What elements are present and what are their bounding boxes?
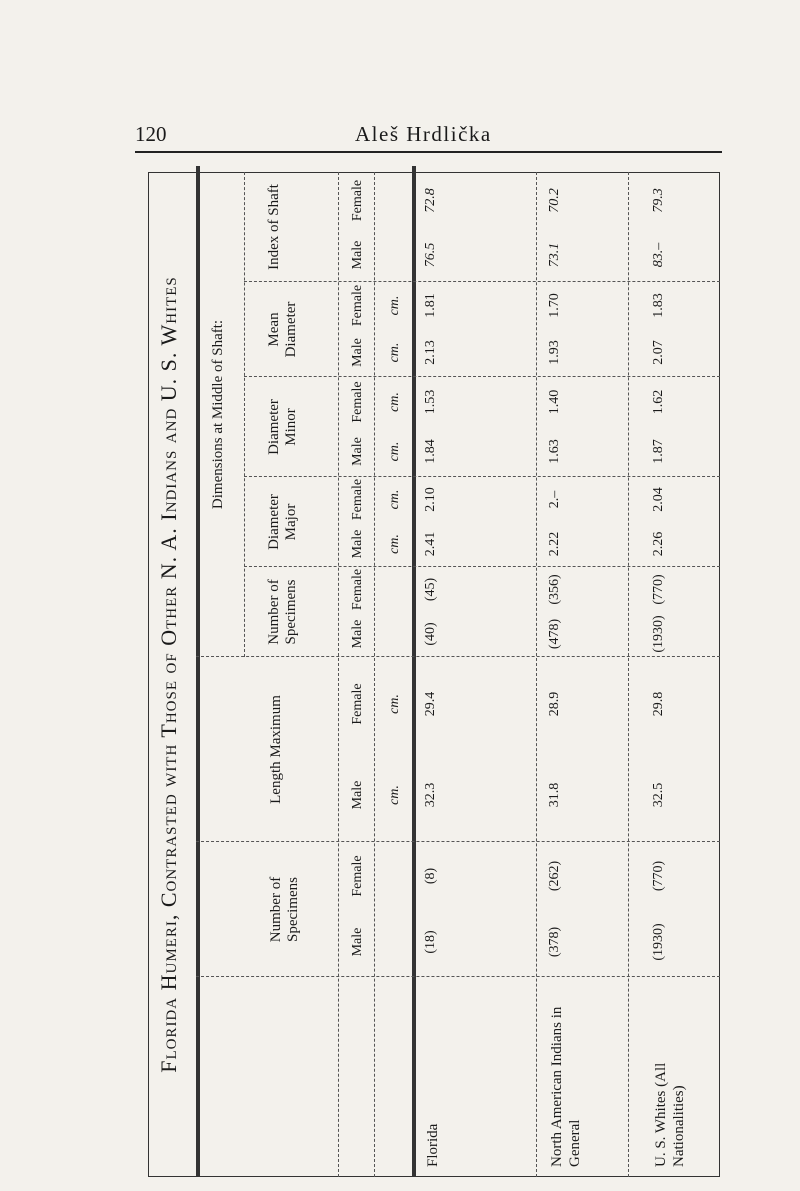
table-cell: (40) bbox=[423, 622, 438, 646]
sex-label-male: Male bbox=[350, 240, 365, 270]
unit-label: cm. bbox=[387, 534, 402, 554]
table-cell: 2.– bbox=[547, 490, 562, 509]
sex-label-female: Female bbox=[350, 855, 365, 897]
table-cell: 28.9 bbox=[547, 691, 562, 717]
unit-label: cm. bbox=[387, 392, 402, 412]
table-cell: 1.93 bbox=[547, 340, 562, 365]
header-length-maximum: Length Maximum bbox=[268, 695, 284, 804]
col-rule-diam-major bbox=[244, 476, 720, 477]
dims-group-rule bbox=[244, 172, 245, 657]
header-rule bbox=[135, 151, 722, 153]
sex-label-rule bbox=[374, 172, 375, 1177]
unit-label: cm. bbox=[387, 295, 402, 316]
table-cell: 2.07 bbox=[651, 340, 666, 365]
row-label-us-whites: U. S. Whites (All Nationalities) bbox=[653, 1062, 687, 1167]
sex-label-male: Male bbox=[350, 619, 365, 649]
sex-label-female: Female bbox=[350, 381, 365, 423]
table-caption: Florida Humeri, Contrasted with Those of Other N. A. Indians and U. S. Whites bbox=[156, 276, 181, 1073]
table-cell: (356) bbox=[547, 574, 562, 605]
table-cell: (1930) bbox=[651, 923, 666, 961]
page-number: 120 bbox=[135, 122, 167, 146]
col-rule-specimens bbox=[196, 841, 720, 842]
row-label-north-american-indians: North American Indians in General bbox=[549, 1006, 583, 1167]
unit-label: cm. bbox=[387, 489, 402, 510]
table-cell: (378) bbox=[547, 926, 562, 958]
table-cell: (770) bbox=[651, 860, 666, 892]
unit-label: cm. bbox=[387, 342, 402, 363]
header-group-rule bbox=[338, 172, 339, 1177]
header-number-of-specimens-2: Number of Specimens bbox=[266, 579, 300, 645]
unit-label: cm. bbox=[387, 785, 402, 805]
row-separator-2 bbox=[628, 172, 629, 1177]
sex-label-female: Female bbox=[350, 683, 365, 725]
table-cell: 70.2 bbox=[547, 188, 562, 213]
table-cell: 76.5 bbox=[423, 242, 438, 268]
header-mean-diameter: Mean Diameter bbox=[266, 301, 300, 358]
caption-rule bbox=[196, 166, 200, 1177]
unit-label: cm. bbox=[387, 694, 402, 714]
header-diameter-major: Diameter Major bbox=[266, 494, 300, 550]
table-cell: (18) bbox=[423, 930, 438, 954]
sex-label-female: Female bbox=[350, 179, 365, 222]
sex-label-male: Male bbox=[350, 780, 365, 810]
table-cell: 1.81 bbox=[423, 293, 438, 318]
table-cell: 83.– bbox=[651, 242, 666, 268]
row-separator-1 bbox=[536, 172, 537, 1177]
table-cell: 1.70 bbox=[547, 293, 562, 318]
table-cell: 73.1 bbox=[547, 242, 562, 268]
table-cell: (262) bbox=[547, 860, 562, 892]
sex-label-female: Female bbox=[350, 478, 365, 521]
running-head: Aleš Hrdlička bbox=[355, 122, 492, 146]
header-number-of-specimens: Number of Specimens bbox=[268, 876, 302, 943]
header-index-of-shaft: Index of Shaft bbox=[266, 184, 282, 270]
table-cell: 2.10 bbox=[423, 487, 438, 512]
table-cell: (8) bbox=[423, 867, 438, 885]
table-cell: 1.84 bbox=[423, 439, 438, 464]
table-cell: 1.40 bbox=[547, 389, 562, 415]
table-cell: 32.3 bbox=[423, 782, 438, 808]
table-cell: 29.8 bbox=[651, 691, 666, 717]
sex-label-male: Male bbox=[350, 437, 365, 466]
table-cell: 1.63 bbox=[547, 439, 562, 464]
table-cell: 2.13 bbox=[423, 340, 438, 365]
col-rule-mean-diam bbox=[244, 281, 720, 282]
table-cell: 2.41 bbox=[423, 531, 438, 557]
rotated-table bbox=[148, 172, 720, 1177]
table-cell: 1.53 bbox=[423, 389, 438, 415]
header-bottom-rule bbox=[412, 166, 416, 1177]
table-cell: 2.26 bbox=[651, 531, 666, 557]
table-cell: 32.5 bbox=[651, 782, 666, 808]
table-cell: 79.3 bbox=[651, 188, 666, 213]
table-cell: 31.8 bbox=[547, 782, 562, 808]
sex-label-male: Male bbox=[350, 338, 365, 367]
sex-label-male: Male bbox=[350, 529, 365, 559]
row-label-florida: Florida bbox=[425, 1123, 441, 1167]
table-cell: 1.87 bbox=[651, 439, 666, 464]
col-rule-diam-minor bbox=[244, 376, 720, 377]
sex-label-female: Female bbox=[350, 568, 365, 611]
table-cell: 1.83 bbox=[651, 293, 666, 318]
table-cell: (1930) bbox=[651, 615, 666, 653]
table-cell: (770) bbox=[651, 574, 666, 605]
table-cell: 2.22 bbox=[547, 531, 562, 557]
table-cell: 1.62 bbox=[651, 389, 666, 415]
col-rule-specimens-2 bbox=[244, 566, 720, 567]
table-cell: (45) bbox=[423, 577, 438, 602]
col-rule-label bbox=[196, 976, 720, 977]
unit-label: cm. bbox=[387, 441, 402, 462]
sex-label-male: Male bbox=[350, 927, 365, 957]
table-cell: 2.04 bbox=[651, 487, 666, 512]
table-cell: 29.4 bbox=[423, 691, 438, 717]
header-diameter-minor: Diameter Minor bbox=[266, 399, 300, 455]
table-cell: 72.8 bbox=[423, 188, 438, 213]
header-dimensions-middle-shaft: Dimensions at Middle of Shaft: bbox=[210, 319, 226, 510]
sex-label-female: Female bbox=[350, 284, 365, 327]
col-rule-length bbox=[196, 656, 720, 657]
table-cell: (478) bbox=[547, 618, 562, 650]
